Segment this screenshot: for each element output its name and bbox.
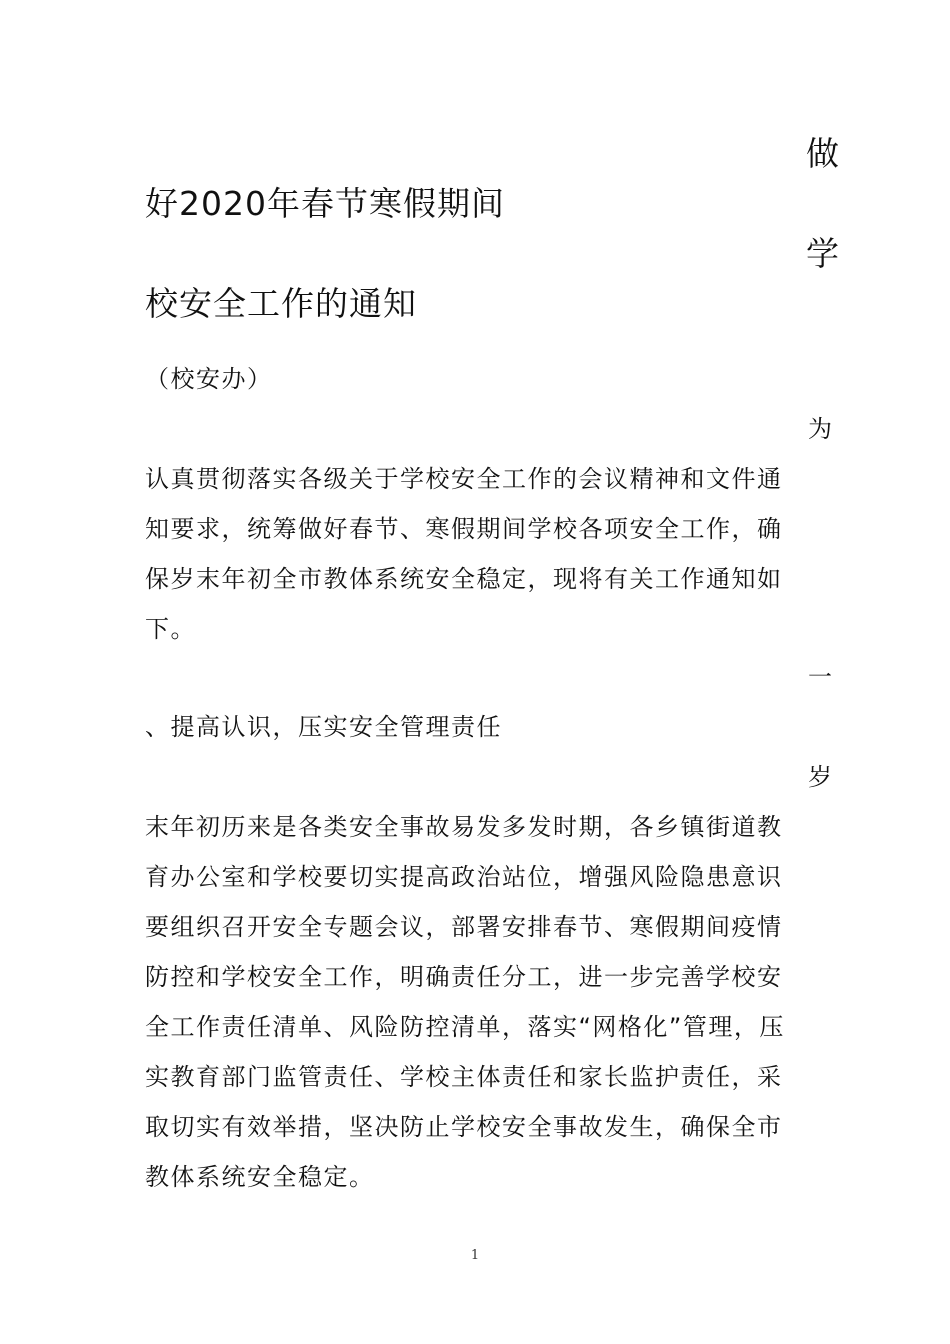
- section1-line: 全工作责任清单、风险防控清单，落实“网格化”管理，压: [145, 1013, 785, 1041]
- section1-line: 取切实有效举措，坚决防止学校安全事故发生，确保全市: [145, 1113, 783, 1141]
- intro-line: 保岁末年初全市教体系统安全稳定，现将有关工作通知如: [145, 565, 783, 593]
- section1-body-float-char: 岁: [808, 763, 832, 791]
- title-float-char-2: 学: [806, 234, 839, 273]
- title-float-char-1: 做: [806, 134, 839, 173]
- section1-line: 要组织召开安全专题会议，部署安排春节、寒假期间疫情: [145, 913, 783, 941]
- intro-line: 知要求，统筹做好春节、寒假期间学校各项安全工作，确: [145, 515, 783, 543]
- title-line-1: 好2020年春节寒假期间: [145, 184, 505, 223]
- page-number: 1: [470, 1248, 480, 1263]
- section1-float-char: 一: [808, 663, 832, 691]
- section1-heading: 、提高认识，压实安全管理责任: [145, 713, 502, 741]
- section1-line: 末年初历来是各类安全事故易发多发时期，各乡镇街道教: [145, 813, 783, 841]
- section1-line: 育办公室和学校要切实提高政治站位，增强风险隐患意识: [145, 863, 783, 891]
- section1-line: 防控和学校安全工作，明确责任分工，进一步完善学校安: [145, 963, 783, 991]
- title-line-2: 校安全工作的通知: [145, 284, 417, 323]
- intro-line: 认真贯彻落实各级关于学校安全工作的会议精神和文件通: [145, 465, 783, 493]
- intro-line: 下。: [145, 615, 196, 643]
- section1-line: 教体系统安全稳定。: [145, 1163, 375, 1191]
- section1-line: 实教育部门监管责任、学校主体责任和家长监护责任，采: [145, 1063, 783, 1091]
- issuer-label: （校安办）: [145, 365, 273, 393]
- intro-float-char: 为: [808, 415, 832, 443]
